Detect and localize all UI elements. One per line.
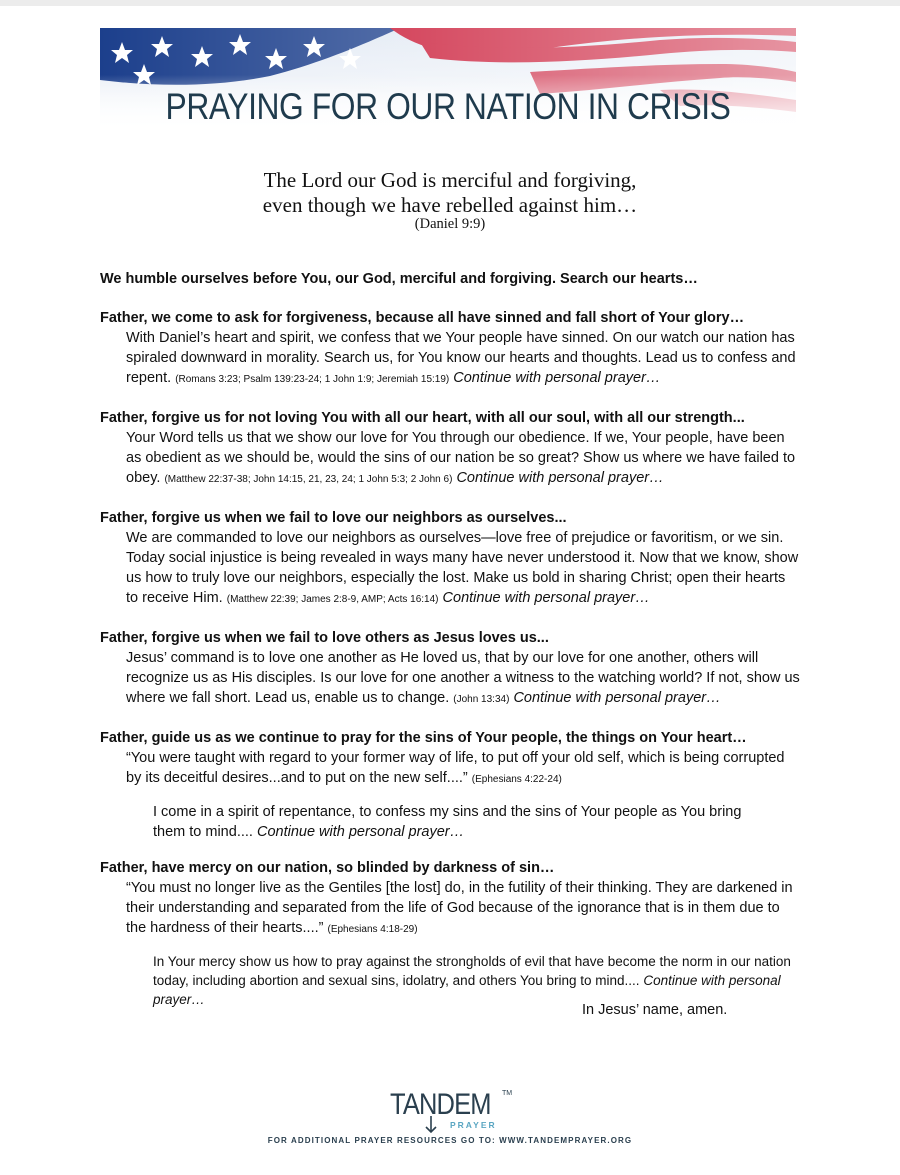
logo-trademark: TM [502,1090,513,1097]
paragraph-text: “You were taught with regard to your former way of life, to put off your old self, which is being corrupted by its deceitful desires...and to put on the new self....” [126,750,785,786]
prayer-section [100,308,800,390]
prayer-section [100,728,800,842]
scripture-ref: (Matthew 22:37-38; John 14:15, 21, 23, 24; 1 John 5:3; 2 John 6) [164,474,453,485]
section-paragraph [126,528,800,610]
continue-prompt: Continue with personal prayer… [456,470,664,486]
top-edge [0,0,900,6]
continue-prompt: Continue with personal prayer… [442,590,650,606]
section-heading: Father, we come to ask for forgiveness, because all have sinned and fall short of Your glory… [100,310,745,326]
scripture-quote-line-1: The Lord our God is merciful and forgiving, [263,168,637,192]
scripture-ref: (Ephesians 4:18-29) [327,924,418,935]
section-paragraph [126,328,800,390]
logo-subtitle: PRAYER [450,1120,497,1130]
flag-banner [100,28,796,132]
section-paragraph [126,648,800,710]
sub-paragraph-text: In Your mercy show us how to pray against the strongholds of evil that have become the norm in our nation today, including abortion and sexual sins, idolatry, and others You bring to mind.... [153,954,791,988]
prayer-section [100,508,800,610]
section-heading: Father, guide us as we continue to pray for the sins of Your people, the things on Your heart… [100,730,747,746]
section-paragraph [126,878,800,940]
section-heading: Father, forgive us when we fail to love our neighbors as ourselves... [100,510,567,526]
paragraph-text: Your Word tells us that we show our love for You through our obedience. If we, Your people, have been as obedient as we should be, would the sins of our nation be so great? Show us where we have failed to obey. [126,430,796,486]
page-title: PRAYING FOR OUR NATION IN CRISIS [165,86,731,127]
section-paragraph [126,748,800,790]
scripture-ref: (Ephesians 4:22-24) [471,774,562,785]
paragraph-text: With Daniel’s heart and spirit, we confess that we Your people have sinned. On our watch our nation has spiraled downward in morality. Search us, for You know our hearts and thoughts. Lead us to confess and repent. [126,330,796,386]
footer-resources-line: FOR ADDITIONAL PRAYER RESOURCES GO TO: WWW.TANDEMPRAYER.ORG [267,1136,633,1145]
section-sub-paragraph [153,952,798,1009]
prayer-section [100,408,800,490]
scripture-ref: (John 13:34) [453,694,510,705]
sub-paragraph-text: I come in a spirit of repentance, to confess my sins and the sins of Your people as You bring them to mind.... [153,804,742,840]
paragraph-text: Jesus’ command is to love one another as He loved us, that by our love for one another, others will recognize us as His disciples. Is our love for one another a witness to the watching world? If not, show us where we fall short. Lead us, enable us to change. [126,650,800,706]
section-heading: Father, have mercy on our nation, so blinded by darkness of sin… [100,860,555,876]
paragraph-text: We are commanded to love our neighbors as ourselves—love free of prejudice or favoritism, or we sin. Today social injustice is being revealed in ways many have never understood it. Now that we know, show us how to truly love our neighbors, especially the lost. Make us bold in sharing Christ; open their hearts to receive Him. [126,530,799,606]
closing-line: In Jesus’ name, amen. [582,1002,728,1018]
continue-prompt: Continue with personal prayer… [513,690,721,706]
scripture-ref: (Matthew 22:39; James 2:8-9, AMP; Acts 16:14) [226,594,439,605]
logo-wordmark: TANDEM [390,1088,491,1121]
tandem-prayer-logo [380,1088,520,1134]
continue-prompt: Continue with personal prayer… [453,370,661,386]
paragraph-text: “You must no longer live as the Gentiles [the lost] do, in the futility of their thinking. They are darkened in their understanding and separated from the life of God because of the ignorance that is in them due to the hardness of their hearts....” [126,880,793,936]
continue-prompt: Continue with personal prayer… [153,973,781,1007]
section-paragraph [126,428,800,490]
intro-line: We humble ourselves before You, our God, merciful and forgiving. Search our hearts… [100,271,698,287]
prayer-section [100,628,800,710]
section-heading: Father, forgive us when we fail to love others as Jesus loves us... [100,630,549,646]
scripture-reference: (Daniel 9:9) [414,216,486,232]
section-heading: Father, forgive us for not loving You with all our heart, with all our soul, with all our strength... [100,410,745,426]
scripture-ref: (Romans 3:23; Psalm 139:23-24; 1 John 1:9; Jeremiah 15:19) [175,374,450,385]
continue-prompt: Continue with personal prayer… [256,824,465,840]
prayer-section [100,858,800,1009]
up-down-arrow-icon [424,1116,438,1134]
scripture-quote-line-2: even though we have rebelled against him… [262,193,638,217]
section-sub-paragraph [153,802,773,842]
